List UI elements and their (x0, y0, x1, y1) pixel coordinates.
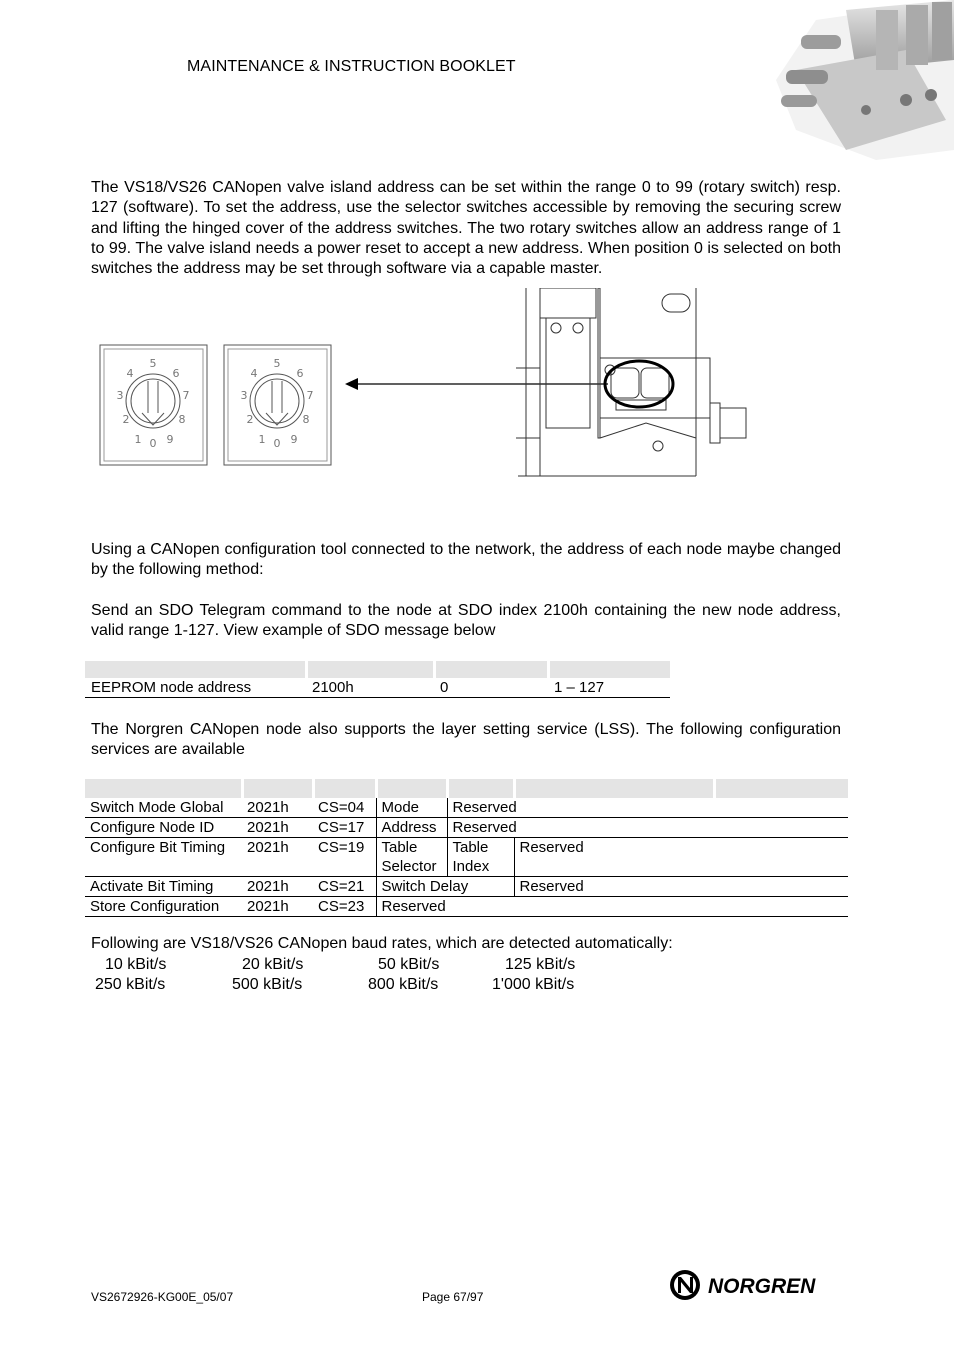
sdo-cell-subindex: 0 (434, 678, 548, 698)
lss-cell-cs: CS=23 (313, 897, 376, 917)
baud-intro: Following are VS18/VS26 CANopen baud rates, which are detected automatically: (91, 935, 673, 952)
rotary-switches-icon (98, 343, 334, 469)
lss-text: The Norgren CANopen node also supports the layer setting service (LSS). The following configuration services are available (91, 721, 841, 759)
lss-cell-cs: CS=19 (313, 838, 376, 877)
svg-text:3: 3 (116, 389, 124, 402)
lss-cell-param (376, 838, 447, 877)
svg-text:6: 6 (172, 367, 180, 380)
lss-cell-param-2 (447, 838, 514, 877)
lss-cell-name: Configure Bit Timing (85, 838, 242, 877)
baud-rate: 20 kBit/s (242, 956, 304, 973)
config-paragraph-1 (91, 540, 841, 581)
sdo-header-cell (306, 661, 434, 678)
lss-cell-reserved: Reserved (447, 798, 848, 818)
lss-header-cell (313, 779, 376, 798)
lss-cell-param-line1: Table (381, 839, 418, 856)
svg-text:2: 2 (122, 413, 130, 426)
lss-table-header (85, 779, 848, 798)
lss-header-cell (242, 779, 313, 798)
baud-rate: 500 kBit/s (232, 976, 303, 993)
sdo-header-cell (85, 661, 306, 678)
address-text: The VS18/VS26 CANopen valve island address can be set within the range 0 to 99 (rotary switch) resp. 127 (software). To set the address, use the selector switches accessible by removing the securing screw and lifting the hinged cover of the address switches. The two rotary switches allow an address range of 1 to 99. The valve island needs a power reset to accept a new address. When position 0 is selected on both switches the address may be set through software via a capable master. (91, 179, 841, 278)
sdo-cell-range: 1 – 127 (548, 678, 670, 698)
lss-cell-cs: CS=21 (313, 877, 376, 897)
baud-rate: 800 kBit/s (368, 976, 439, 993)
lss-cell-index: 2021h (242, 877, 313, 897)
valve-island-photo-icon (756, 0, 954, 160)
table-row (85, 838, 848, 877)
svg-text:5: 5 (149, 357, 157, 370)
lss-table (85, 779, 848, 917)
lss-cell-param: Switch Delay (376, 877, 514, 897)
lss-header-cell (514, 779, 714, 798)
svg-text:0: 0 (273, 437, 281, 450)
lss-cell-reserved: Reserved (376, 897, 848, 917)
lss-cell-param2-line1: Table (452, 839, 489, 856)
valve-island-drawing-icon (516, 288, 756, 478)
baud-rate: 10 kBit/s (105, 956, 167, 973)
svg-text:3: 3 (240, 389, 248, 402)
svg-text:4: 4 (250, 367, 258, 380)
config-text-1: Using a CANopen configuration tool connected to the network, the address of each node maybe changed by the following method: (91, 541, 841, 579)
baud-rate: 50 kBit/s (378, 956, 440, 973)
table-row (85, 877, 848, 897)
table-row (85, 897, 848, 917)
sdo-cell-name: EEPROM node address (85, 678, 306, 698)
footer-doc-id: VS2672926-KG00E_05/07 (91, 1290, 234, 1304)
lss-paragraph (91, 720, 841, 761)
svg-text:1: 1 (258, 433, 266, 446)
lss-cell-name: Switch Mode Global (85, 798, 242, 818)
sdo-header-cell (548, 661, 670, 678)
lss-cell-param2-line2: Index (452, 858, 490, 875)
table-row (85, 798, 848, 818)
norgren-logo-icon (668, 1268, 843, 1304)
lss-cell-reserved: Reserved (514, 838, 848, 877)
lss-cell-reserved: Reserved (447, 818, 848, 838)
lss-cell-index: 2021h (242, 897, 313, 917)
svg-text:9: 9 (290, 433, 298, 446)
svg-text:0: 0 (149, 437, 157, 450)
footer-page-number: Page 67/97 (422, 1290, 484, 1304)
lss-cell-name: Activate Bit Timing (85, 877, 242, 897)
config-paragraph-2 (91, 601, 841, 642)
address-paragraph (91, 178, 841, 279)
lss-header-cell (447, 779, 514, 798)
lss-cell-reserved: Reserved (514, 877, 848, 897)
header-title: MAINTENANCE & INSTRUCTION BOOKLET (187, 58, 516, 75)
lss-cell-param: Mode (376, 798, 447, 818)
sdo-header-cell (434, 661, 548, 678)
svg-text:5: 5 (273, 357, 281, 370)
lss-cell-name: Configure Node ID (85, 818, 242, 838)
lss-cell-param: Address (376, 818, 447, 838)
lss-header-cell (85, 779, 242, 798)
svg-text:4: 4 (126, 367, 134, 380)
lss-cell-index: 2021h (242, 798, 313, 818)
lss-header-cell (714, 779, 848, 798)
svg-text:2: 2 (246, 413, 254, 426)
lss-cell-cs: CS=04 (313, 798, 376, 818)
svg-text:1: 1 (134, 433, 142, 446)
sdo-table-header (85, 661, 670, 678)
sdo-table (85, 661, 670, 698)
baud-rate: 1'000 kBit/s (492, 976, 575, 993)
lss-cell-index: 2021h (242, 818, 313, 838)
table-row (85, 678, 670, 698)
config-text-2: Send an SDO Telegram command to the node at SDO index 2100h containing the new node address, valid range 1-127. View example of SDO message below (91, 602, 841, 640)
sdo-cell-index: 2100h (306, 678, 434, 698)
svg-text:9: 9 (166, 433, 174, 446)
lss-cell-name: Store Configuration (85, 897, 242, 917)
baud-rate: 125 kBit/s (505, 956, 576, 973)
svg-text:7: 7 (182, 389, 190, 402)
svg-text:6: 6 (296, 367, 304, 380)
svg-text:8: 8 (302, 413, 310, 426)
lss-header-cell (376, 779, 447, 798)
lss-cell-cs: CS=17 (313, 818, 376, 838)
table-row (85, 818, 848, 838)
baud-rate: 250 kBit/s (95, 976, 166, 993)
brand-name: NORGREN (708, 1275, 816, 1298)
lss-cell-param-line2: Selector (381, 858, 437, 875)
svg-text:7: 7 (306, 389, 314, 402)
svg-text:8: 8 (178, 413, 186, 426)
lss-cell-index: 2021h (242, 838, 313, 877)
